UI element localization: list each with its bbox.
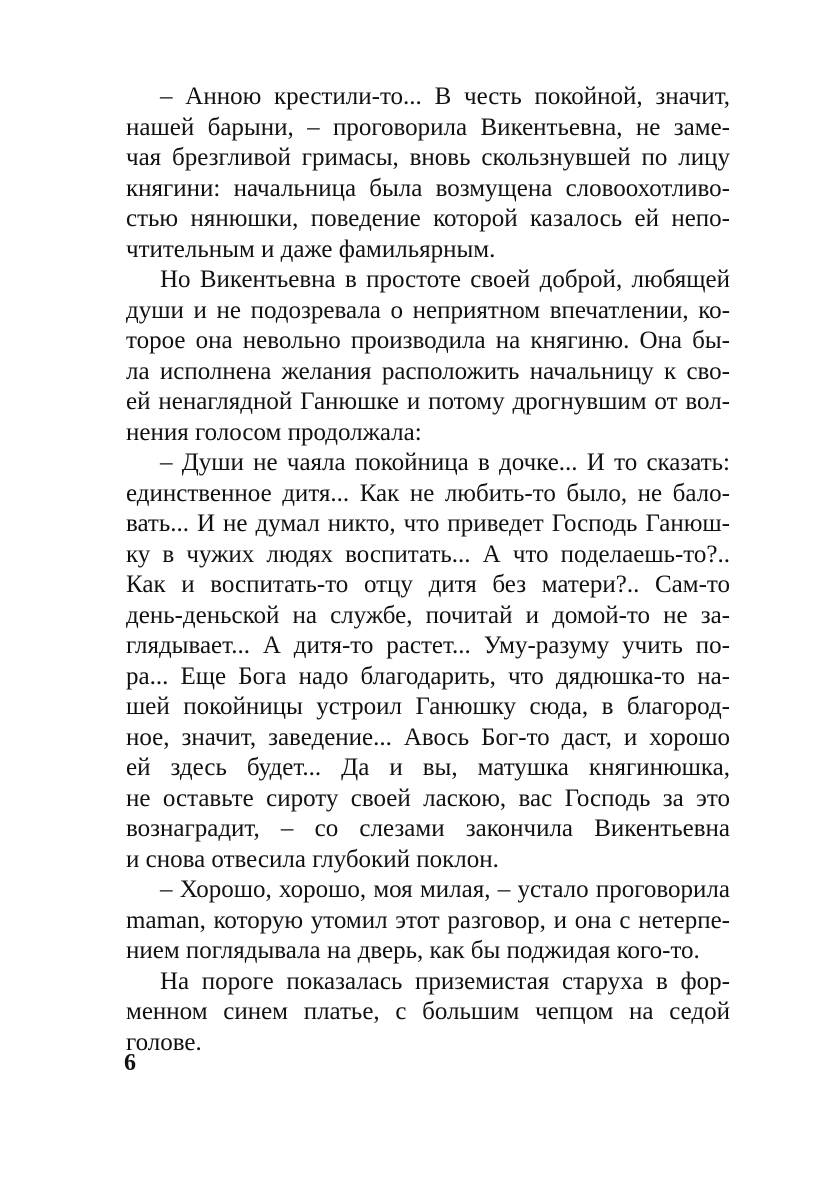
text-line: глядывает... А дитя-то растет... Уму-разуму учить по- [126, 632, 730, 659]
text-line: ей здесь будет... Да и вы, матушка княгинюшка, [126, 754, 730, 781]
text-line: ку в чужих людях воспитать... А что поделаешь-то?.. [126, 540, 730, 568]
text-line: шей покойницы устроил Ганюшку сюда, в благород- [126, 693, 730, 720]
text-line: maman, которую утомил этот разговор, и она с нетерпе- [126, 906, 730, 934]
text-line: ла исполнена желания расположить начальницу к сво- [126, 357, 730, 385]
text-line: голове. [126, 1028, 202, 1056]
text-line: день-деньской на службе, почитай и домой-то не за- [126, 601, 730, 629]
text-line: торое она невольно производила на княгиню. Она бы- [126, 327, 730, 354]
page-number: 6 [124, 1050, 136, 1076]
text-line: души и не подозревала о неприятном впечатлении, ко- [126, 296, 730, 324]
text-line: Но Викентьевна в простоте своей доброй, любящей [160, 266, 730, 293]
text-line: чая брезгливой гримасы, вновь скользнувшей по лицу [126, 144, 730, 171]
text-line: ей ненаглядной Ганюшке и потому дрогнувшим от вол- [126, 388, 730, 415]
text-line: единственное дитя... Как не любить-то было, не бало- [126, 479, 730, 507]
text-line: нения голосом продолжала: [126, 418, 422, 446]
text-line: ное, значит, заведение... Авось Бог-то даст, и хорошо [126, 723, 730, 751]
text-line: – Хорошо, хорошо, моя милая, – устало проговорила [160, 876, 730, 903]
text-line: – Анною крестили-то... В честь покойной, значит, [160, 83, 730, 110]
text-line: вать... И не думал никто, что приведет Господь Ганюш- [126, 510, 730, 537]
text-line: Как и воспитать-то отцу дитя без матери?.. Сам-то [126, 571, 730, 598]
text-line: На пороге показалась приземистая старуха в фор- [160, 967, 730, 995]
text-line: княгини: начальница была возмущена словоохотливо- [126, 174, 730, 202]
text-line: ра... Еще Бога надо благодарить, что дядюшка-то на- [126, 662, 730, 690]
text-line: нашей барыни, – проговорила Викентьевна, не заме- [126, 113, 730, 141]
text-line: вознаградит, – со слезами закончила Викентьевна [126, 815, 730, 842]
text-line: менном синем платье, с большим чепцом на седой [126, 998, 730, 1025]
text-line: стью нянюшки, поведение которой казалось ей непо- [126, 205, 730, 232]
text-line: нием поглядывала на дверь, как бы поджидая кого-то. [126, 937, 700, 964]
body-text [126, 82, 730, 1058]
text-line: не оставьте сироту своей ласкою, вас Господь за это [126, 784, 730, 812]
text-line: – Души не чаяла покойница в дочке... И то сказать: [160, 449, 730, 476]
text-line: чтительным и даже фамильярным. [126, 235, 496, 263]
text-line: и снова отвесила глубокий поклон. [126, 845, 499, 873]
